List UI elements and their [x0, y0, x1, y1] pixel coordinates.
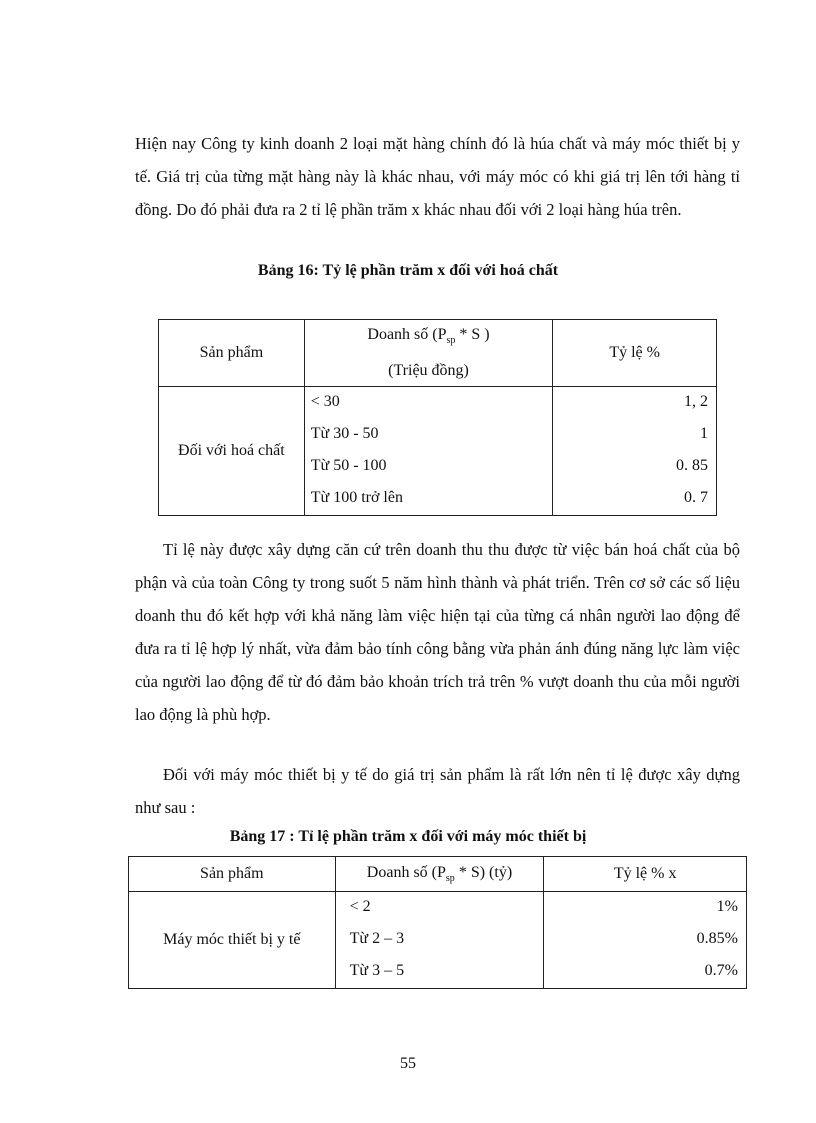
table16-header-row [159, 320, 717, 387]
machine-paragraph: Đối với máy móc thiết bị y tế do giá trị sản phẩm là rất lớn nên tỉ lệ được xây dựng như sau : [135, 765, 740, 817]
table17-rates-cell [544, 892, 747, 989]
intro-paragraph: Hiện nay Công ty kinh doanh 2 loại mặt hàng chính đó là húa chất và máy móc thiết bị y tế. Giá trị của từng mặt hàng này là khác nhau, với máy móc có khi giá trị lên tới hàng tỉ đồng. Do đó phải đưa ra 2 tỉ lệ phần trăm x khác nhau đối với 2 loại hàng húa trên. [135, 134, 740, 219]
table16-rate: 1 [700, 425, 708, 443]
table17-caption: Bảng 17 : Tỉ lệ phần trăm x đối với máy móc thiết bị [229, 828, 587, 845]
table17-range: Từ 2 – 3 [349, 930, 405, 947]
table17-rate: 1% [716, 898, 738, 915]
table17-range: < 2 [349, 898, 371, 915]
table16-header-revenue-prefix: Doanh số (P [367, 326, 447, 343]
table17-header-revenue [335, 857, 544, 892]
table17-rate: 0.7% [704, 962, 738, 979]
table16-product-cell: Đối với hoá chất [159, 387, 305, 516]
table16-range: Từ 30 - 50 [310, 425, 379, 443]
table16-range: Từ 100 trở lên [310, 489, 403, 507]
table17 [128, 856, 747, 989]
table17-product-cell: Máy móc thiết bị y tế [129, 892, 336, 989]
table16 [158, 319, 717, 516]
table16-header-revenue-suffix: * S ) [455, 326, 490, 343]
table16-body-row [159, 387, 717, 516]
table16-range: Từ 50 - 100 [310, 457, 387, 475]
table17-header-row [129, 857, 747, 892]
table17-header-revenue-suffix: * S) (tỷ) [454, 863, 513, 881]
table16-rates-cell [553, 387, 717, 516]
table17-header-revenue-sub: sp [445, 873, 455, 885]
table17-header-revenue-prefix: Doanh số (P [366, 863, 446, 881]
table16-ranges-cell [304, 387, 553, 516]
middle-paragraph: Tỉ lệ này được xây dựng căn cứ trên doanh thu thu được từ việc bán hoá chất của bộ phận và của toàn Công ty trong suốt 5 năm hình thành và phát triển. Trên cơ sở các số liệu doanh thu đó kết hợp với khả năng làm việc hiện tại của từng cá nhân người lao động để đưa ra tỉ lệ hợp lý nhất, vừa đảm bảo tính công bằng vừa phản ánh đúng năng lực làm việc của người lao động để từ đó đảm bảo khoản trích trả trên % vượt doanh thu của mỗi người lao động là phù hợp. [135, 540, 740, 724]
table16-header-revenue-sub: sp [446, 335, 456, 347]
table16-rate: 0. 85 [676, 457, 708, 475]
table17-ranges-cell [335, 892, 544, 989]
table17-header-product: Sản phẩm [129, 857, 336, 892]
table16-range: < 30 [310, 393, 340, 411]
table16-rate: 1, 2 [684, 393, 708, 411]
table16-rate: 0. 7 [684, 489, 708, 507]
table17-range: Từ 3 – 5 [349, 962, 405, 979]
table17-header-rate: Tỷ lệ % x [544, 857, 747, 892]
table16-caption: Bảng 16: Tỷ lệ phần trăm x đối với hoá chất [257, 262, 559, 279]
table17-body-row [129, 892, 747, 989]
table16-header-rate: Tỷ lệ % [553, 320, 717, 387]
table17-rate: 0.85% [696, 930, 738, 947]
table16-header-revenue-unit: (Triệu đồng) [388, 362, 469, 380]
page-number: 55 [400, 1055, 416, 1072]
table16-header-revenue [304, 320, 553, 387]
table16-header-product: Sản phẩm [159, 320, 305, 387]
